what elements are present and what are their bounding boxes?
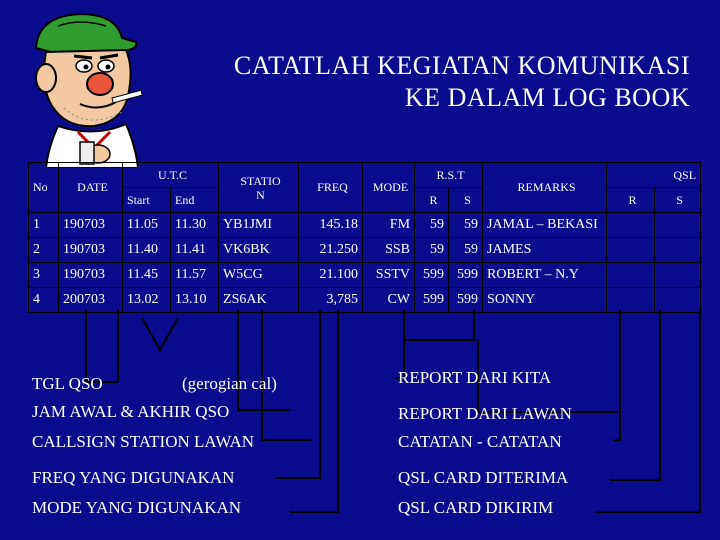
cell-remarks: ROBERT – N.Y [483, 263, 607, 288]
cell-freq: 21.100 [299, 263, 363, 288]
cell-remarks: SONNY [483, 288, 607, 313]
header-freq: FREQ [299, 163, 363, 213]
cell-qsl-r [607, 263, 655, 288]
cell-qsl-s [655, 213, 701, 238]
cell-date: 200703 [59, 288, 123, 313]
cell-end: 11.57 [171, 263, 219, 288]
annotation-report-kita: REPORT DARI KITA [398, 368, 552, 387]
cell-start: 11.40 [123, 238, 171, 263]
cell-date: 190703 [59, 213, 123, 238]
cell-rst-s: 59 [449, 213, 483, 238]
cell-freq: 3,785 [299, 288, 363, 313]
cell-start: 13.02 [123, 288, 171, 313]
cell-station: ZS6AK [219, 288, 299, 313]
annotation-report-lawan: REPORT DARI LAWAN [398, 404, 572, 423]
cell-remarks: JAMAL – BEKASI [483, 213, 607, 238]
annotation-tgl-qso: TGL QSO [32, 374, 103, 393]
header-rst-s: S [449, 188, 483, 213]
cell-rst-r: 59 [415, 213, 449, 238]
cell-qsl-r [607, 288, 655, 313]
cell-mode: FM [363, 213, 415, 238]
header-mode: MODE [363, 163, 415, 213]
annotation-gregorian: (gerogian cal) [182, 374, 277, 393]
cell-end: 11.30 [171, 213, 219, 238]
header-rst-r: R [415, 188, 449, 213]
title-line-2: KE DALAM LOG BOOK [404, 83, 690, 112]
cell-rst-s: 599 [449, 288, 483, 313]
cell-freq: 145.18 [299, 213, 363, 238]
cell-qsl-r [607, 213, 655, 238]
annotation-freq: FREQ YANG DIGUNAKAN [32, 468, 235, 487]
cell-freq: 21.250 [299, 238, 363, 263]
table-row [29, 213, 701, 238]
cell-qsl-s [655, 263, 701, 288]
cell-date: 190703 [59, 263, 123, 288]
header-qsl-s: S [655, 188, 701, 213]
cell-start: 11.05 [123, 213, 171, 238]
header-qsl: QSL [607, 163, 701, 188]
cell-station: W5CG [219, 263, 299, 288]
header-end: End [171, 188, 219, 213]
cell-end: 13.10 [171, 288, 219, 313]
header-date: DATE [59, 163, 123, 213]
cell-remarks: JAMES [483, 238, 607, 263]
annotation-mode: MODE YANG DIGUNAKAN [32, 498, 242, 517]
cell-rst-r: 599 [415, 263, 449, 288]
header-qsl-r: R [607, 188, 655, 213]
cell-qsl-s [655, 238, 701, 263]
cell-no: 1 [29, 213, 59, 238]
header-remarks: REMARKS [483, 163, 607, 213]
annotation-qsl-diterima: QSL CARD DITERIMA [398, 468, 569, 487]
table-row [29, 288, 701, 313]
header-utc: U.T.C [123, 163, 219, 188]
annotation-catatan: CATATAN - CATATAN [398, 432, 562, 451]
cell-mode: SSB [363, 238, 415, 263]
header-rst: R.S.T [415, 163, 483, 188]
cell-mode: CW [363, 288, 415, 313]
log-book-table [28, 162, 701, 313]
cell-no: 3 [29, 263, 59, 288]
annotation-qsl-dikirim: QSL CARD DIKIRIM [398, 498, 554, 517]
table-row [29, 263, 701, 288]
cell-qsl-r [607, 238, 655, 263]
title-line-1: CATATLAH KEGIATAN KOMUNIKASI [233, 51, 690, 80]
table-header-row [29, 163, 701, 188]
cell-no: 2 [29, 238, 59, 263]
cell-qsl-s [655, 288, 701, 313]
header-station: STATIO N [219, 163, 299, 213]
header-start: Start [123, 188, 171, 213]
cell-end: 11.41 [171, 238, 219, 263]
cell-station: YB1JMI [219, 213, 299, 238]
annotation-callsign: CALLSIGN STATION LAWAN [32, 432, 255, 451]
table-row [29, 238, 701, 263]
cell-start: 11.45 [123, 263, 171, 288]
cell-rst-r: 599 [415, 288, 449, 313]
page-title [130, 50, 690, 114]
cell-rst-r: 59 [415, 238, 449, 263]
cell-no: 4 [29, 288, 59, 313]
cell-rst-s: 59 [449, 238, 483, 263]
cell-rst-s: 599 [449, 263, 483, 288]
cell-mode: SSTV [363, 263, 415, 288]
cell-station: VK6BK [219, 238, 299, 263]
annotation-jam: JAM AWAL & AKHIR QSO [32, 402, 230, 421]
cell-date: 190703 [59, 238, 123, 263]
header-no: No [29, 163, 59, 213]
